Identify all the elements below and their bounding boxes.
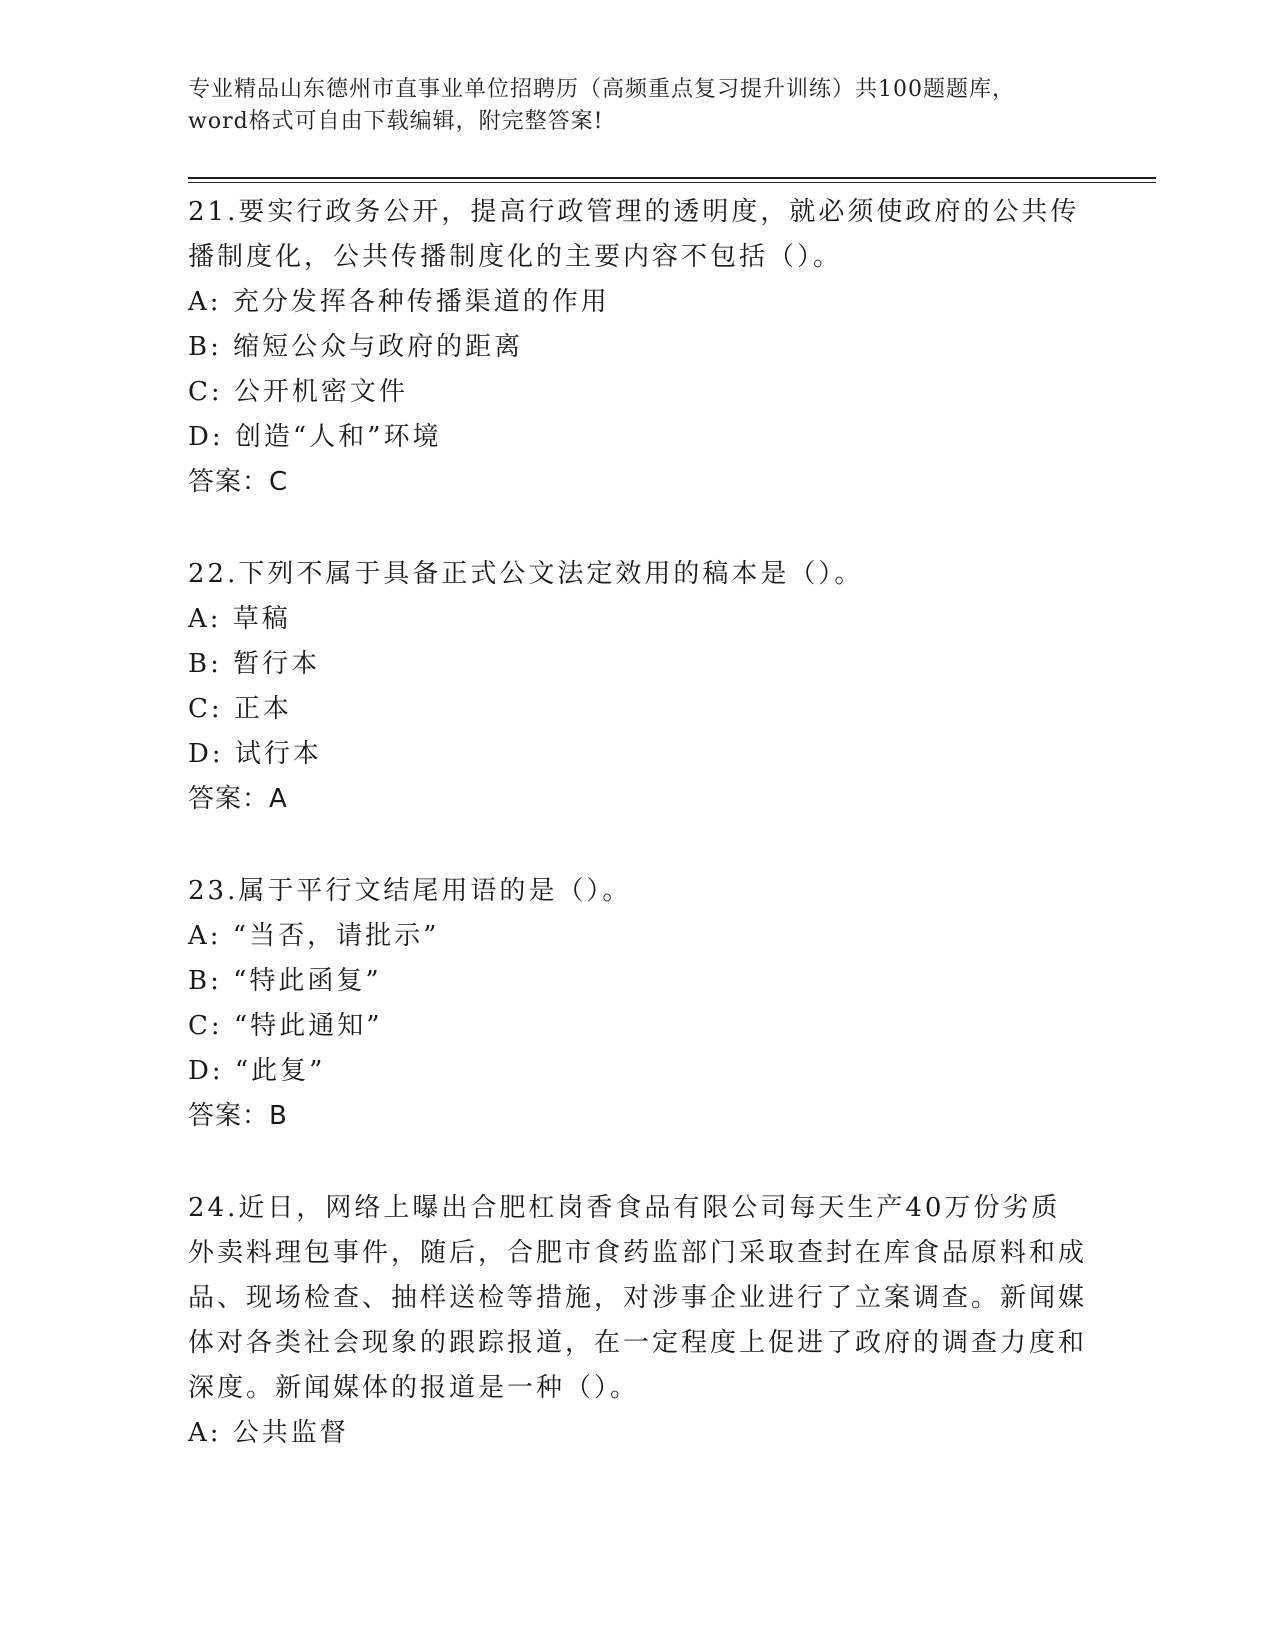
option-a: A: 充分发挥各种传播渠道的作用 [188,287,610,317]
document-header [188,74,1048,138]
header-divider [188,177,1156,179]
answer-line: 答案：B [188,1101,288,1131]
option-c: C: 正本 [188,694,292,724]
answer-line: 答案：A [188,784,288,814]
option-a: A: 公共监督 [188,1418,349,1448]
question-stem: 21.要实行政务公开，提高行政管理的透明度，就必须使政府的公共传播制度化，公共传播制度化的主要内容不包括（）。 [188,197,1080,272]
option-c: C: 公开机密文件 [188,377,408,407]
option-a: A: “当否，请批示” [188,921,440,951]
option-d: D: “此复” [188,1056,326,1086]
question-22 [188,552,1088,822]
option-d: D: 试行本 [188,739,322,769]
question-24 [188,1186,1088,1456]
option-a: A: 草稿 [188,604,291,634]
option-b: B: “特此函复” [188,966,382,996]
question-21 [188,190,1088,505]
option-b: B: 缩短公众与政府的距离 [188,332,524,362]
question-spacer [188,1139,1088,1186]
option-b: B: 暂行本 [188,649,321,679]
option-c: C: “特此通知” [188,1011,383,1041]
question-list [188,190,1088,1456]
question-stem: 24.近日，网络上曝出合肥杠岗香食品有限公司每天生产40万份劣质外卖料理包事件，随后，合肥市食药监部门采取查封在库食品原料和成品、现场检查、抽样送检等措施，对涉事企业进行了立案调查。新闻媒体对各类社会现象的跟踪报道，在一定程度上促进了政府的调查力度和深度。新闻媒体的报道是一种（）。 [188,1193,1088,1403]
question-spacer [188,822,1088,869]
header-divider-thin [188,182,1156,183]
question-stem: 23.属于平行文结尾用语的是（）。 [188,876,632,906]
question-spacer [188,505,1088,552]
document-title: 专业精品山东德州市直事业单位招聘历（高频重点复习提升训练）共100题题库，word格式可自由下载编辑，附完整答案! [188,77,1015,134]
option-d: D: 创造“人和”环境 [188,422,442,452]
answer-line: 答案：C [188,467,289,497]
question-stem: 22.下列不属于具备正式公文法定效用的稿本是（）。 [188,559,864,589]
question-23 [188,869,1088,1139]
